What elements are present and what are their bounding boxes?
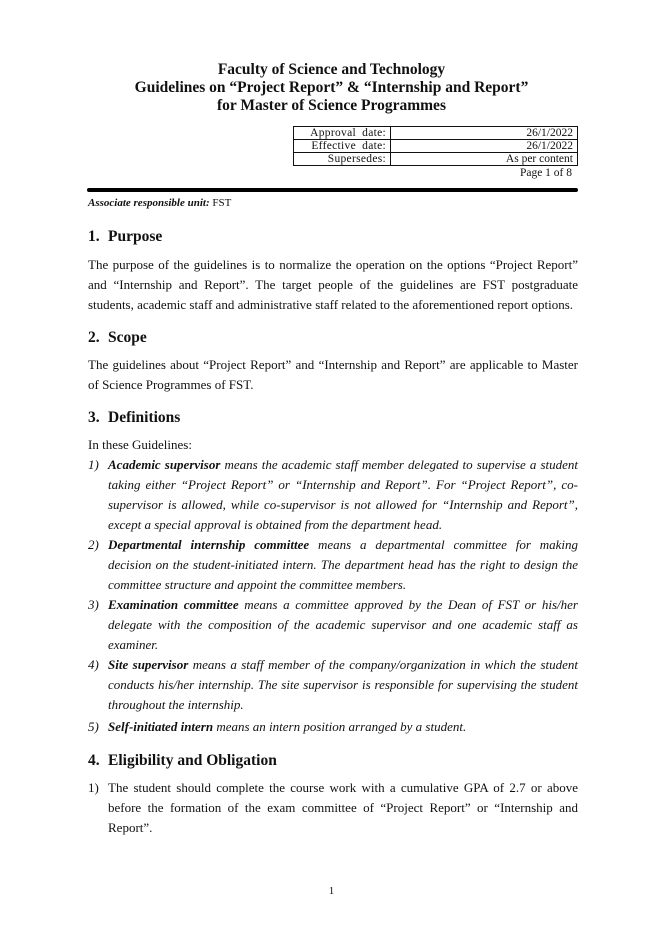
section-heading-eligibility xyxy=(88,752,277,770)
definition-term: Academic supervisor xyxy=(108,457,221,472)
list-number: 1) xyxy=(88,457,99,472)
faculty-title: Faculty of Science and Technology xyxy=(217,61,446,78)
definition-term: Examination committee xyxy=(108,597,239,612)
section-number: 1. xyxy=(88,228,100,245)
section-number: 4. xyxy=(88,752,100,769)
section-title: Scope xyxy=(108,329,147,346)
responsible-unit xyxy=(88,197,231,209)
definition-text: means a committee approved by the Dean of FST or his/her delegate with the composition of the academic supervisor and one academic staff as examiner. xyxy=(108,597,578,652)
definition-term: Departmental internship committee xyxy=(108,537,310,552)
section-title: Purpose xyxy=(108,228,163,245)
eligibility-item xyxy=(88,778,578,838)
section-heading-scope xyxy=(88,329,147,347)
list-number: 3) xyxy=(88,597,99,612)
effective-date-label: Effective date: xyxy=(294,140,391,153)
definition-text: means a staff member of the company/organization in which the student conducts his/her internship. The site supervisor is responsible for supervising the student throughout the internship. xyxy=(108,657,578,712)
section-heading-definitions xyxy=(88,409,180,427)
document-meta-table xyxy=(293,126,578,166)
section-title: Eligibility and Obligation xyxy=(108,752,277,769)
guidelines-title: Guidelines on “Project Report” & “Internship and Report” xyxy=(134,79,529,96)
list-number: 4) xyxy=(88,657,99,672)
definition-term: Self-initiated intern xyxy=(108,719,214,734)
definition-item xyxy=(88,717,578,737)
supersedes-value: As per content xyxy=(391,153,578,166)
section-number: 3. xyxy=(88,409,100,426)
list-number: 1) xyxy=(88,780,99,795)
definition-item xyxy=(88,595,578,655)
supersedes-row xyxy=(294,153,578,166)
effective-date-value: 26/1/2022 xyxy=(391,140,578,153)
definition-term: Site supervisor xyxy=(108,657,189,672)
scope-paragraph: The guidelines about “Project Report” and “Internship and Report” are applicable to Master of Science Programmes of FST. xyxy=(88,357,578,392)
approval-date-value: 26/1/2022 xyxy=(391,127,578,140)
definition-item xyxy=(88,455,578,535)
programme-title: for Master of Science Programmes xyxy=(217,97,446,114)
purpose-paragraph: The purpose of the guidelines is to normalize the operation on the options “Project Report” and “Internship and Report”. The target people of the guidelines are FST postgraduate students, academic staff and administrative staff related to the aforementioned report options. xyxy=(88,257,578,312)
definitions-intro: In these Guidelines: xyxy=(88,437,192,452)
definition-item xyxy=(88,655,578,715)
eligibility-text: The student should complete the course work with a cumulative GPA of 2.7 or above before the formation of the exam committee of “Project Report” or “Internship and Report”. xyxy=(108,780,578,835)
supersedes-label: Supersedes: xyxy=(294,153,391,166)
definition-item xyxy=(88,535,578,595)
definition-text: means an intern position arranged by a student. xyxy=(213,719,467,734)
page-indicator: Page 1 of 8 xyxy=(519,167,572,179)
section-number: 2. xyxy=(88,329,100,346)
section-title: Definitions xyxy=(108,409,181,426)
responsible-unit-label: Associate responsible unit: xyxy=(88,197,210,209)
definition-text: means a departmental committee for making decision on the student-initiated intern. The department head has the right to design the committee structure and appoint the committee members. xyxy=(108,537,578,592)
approval-date-row xyxy=(294,127,578,140)
footer-page-number: 1 xyxy=(328,885,335,897)
definition-text: means the academic staff member delegated to supervise a student taking either “Project Report” or “Internship and Report”. For “Project Report”, co-supervisor is allowed, while co-supervisor is not allowed for “Internship and Report”, except a special approval is obtained from the department head. xyxy=(108,457,578,532)
list-number: 2) xyxy=(88,537,99,552)
list-number: 5) xyxy=(88,719,99,734)
responsible-unit-value: FST xyxy=(209,197,232,209)
header-divider xyxy=(87,188,578,192)
approval-date-label: Approval date: xyxy=(294,127,391,140)
section-heading-purpose xyxy=(88,228,162,246)
effective-date-row xyxy=(294,140,578,153)
